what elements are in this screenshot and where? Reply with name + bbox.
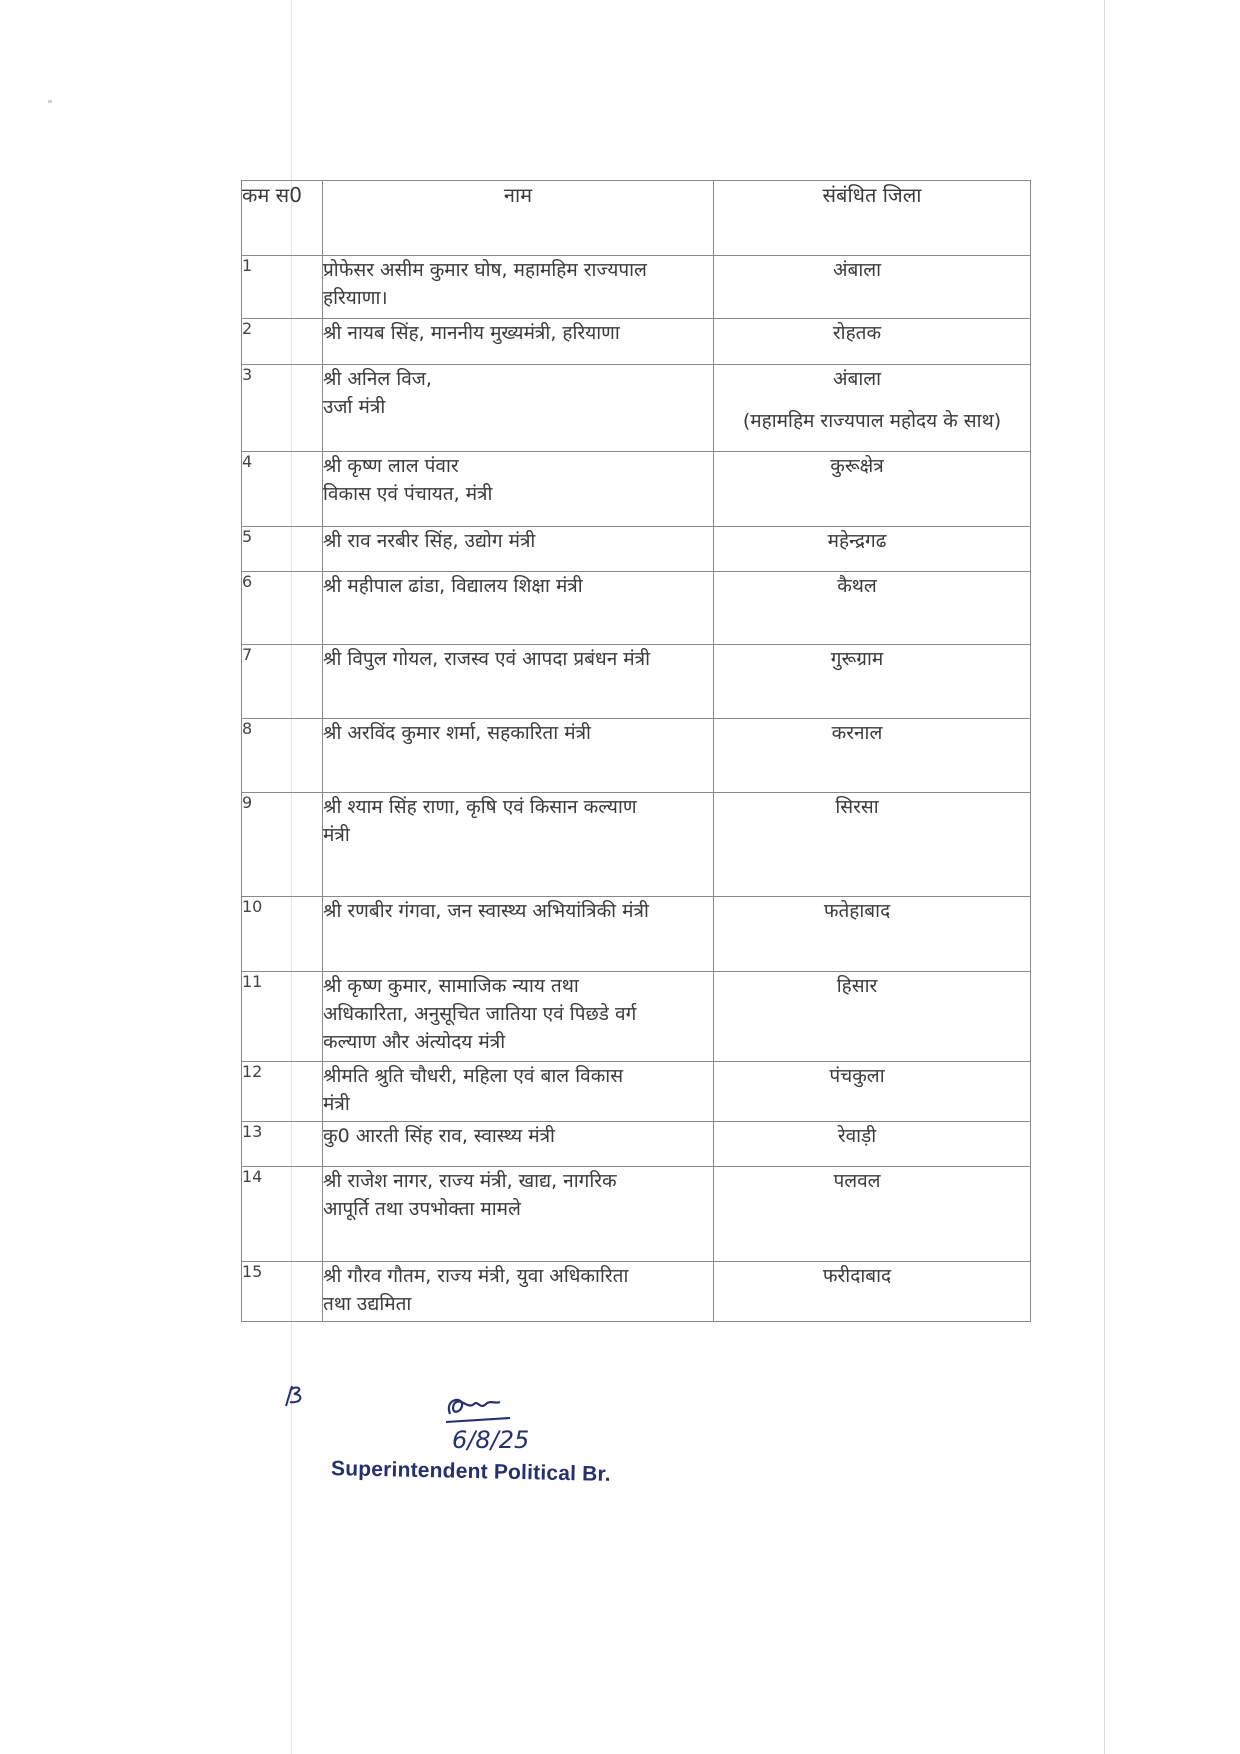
district-name: रेवाड़ी bbox=[837, 1125, 877, 1147]
name-cell bbox=[323, 972, 714, 1062]
district-note: (महामहिम राज्यपाल महोदय के साथ) bbox=[742, 410, 1002, 432]
name-line: मंत्री bbox=[323, 1093, 350, 1115]
name-cell bbox=[323, 527, 714, 572]
name-line: प्रोफेसर असीम कुमार घोष, महामहिम राज्यपाल bbox=[323, 259, 647, 281]
serial-number-cell: 6 bbox=[242, 572, 323, 645]
name-cell bbox=[323, 1122, 714, 1167]
district-name: कुरूक्षेत्र bbox=[830, 455, 884, 477]
district-name: कैथल bbox=[837, 575, 877, 597]
initial-mark bbox=[280, 1380, 310, 1410]
district-name: सिरसा bbox=[835, 796, 879, 818]
ministers-district-table bbox=[241, 180, 1031, 1322]
serial-number-cell: 9 bbox=[242, 793, 323, 897]
district-cell bbox=[714, 645, 1031, 719]
table-row bbox=[242, 572, 1031, 645]
name-line: श्री अनिल विज, bbox=[323, 368, 432, 390]
serial-number-cell: 15 bbox=[242, 1262, 323, 1322]
table-header-row bbox=[242, 181, 1031, 256]
serial-number-cell: 2 bbox=[242, 319, 323, 365]
serial-number-cell: 4 bbox=[242, 452, 323, 527]
header-name: नाम bbox=[323, 181, 714, 256]
district-cell bbox=[714, 972, 1031, 1062]
district-cell bbox=[714, 897, 1031, 972]
designation-stamp: Superintendent Political Br. bbox=[330, 1457, 612, 1486]
district-cell bbox=[714, 527, 1031, 572]
name-cell bbox=[323, 793, 714, 897]
district-cell bbox=[714, 1262, 1031, 1322]
district-cell bbox=[714, 1167, 1031, 1262]
name-line: श्री महीपाल ढांडा, विद्यालय शिक्षा मंत्री bbox=[323, 575, 583, 597]
name-line: अधिकारिता, अनुसूचित जातिया एवं पिछडे वर्ग bbox=[323, 1003, 637, 1025]
serial-number-cell: 3 bbox=[242, 365, 323, 452]
serial-number-cell: 13 bbox=[242, 1122, 323, 1167]
serial-number-cell: 12 bbox=[242, 1062, 323, 1122]
name-cell bbox=[323, 452, 714, 527]
name-line: श्री रणबीर गंगवा, जन स्वास्थ्य अभियांत्रिकी मंत्री bbox=[323, 900, 649, 922]
name-cell bbox=[323, 897, 714, 972]
district-cell bbox=[714, 365, 1031, 452]
district-name: गुरूग्राम bbox=[830, 648, 884, 670]
district-name: पंचकुला bbox=[829, 1065, 885, 1087]
name-line: श्री कृष्ण कुमार, सामाजिक न्याय तथा bbox=[323, 975, 579, 997]
table-row bbox=[242, 645, 1031, 719]
serial-number-cell: 8 bbox=[242, 719, 323, 793]
district-cell bbox=[714, 1122, 1031, 1167]
district-cell bbox=[714, 572, 1031, 645]
name-line: श्री श्याम सिंह राणा, कृषि एवं किसान कल्याण bbox=[323, 796, 637, 818]
district-cell bbox=[714, 793, 1031, 897]
table-row bbox=[242, 793, 1031, 897]
table-row bbox=[242, 1122, 1031, 1167]
district-name: करनाल bbox=[831, 722, 883, 744]
district-cell bbox=[714, 452, 1031, 527]
name-line: श्री नायब सिंह, माननीय मुख्यमंत्री, हरियाणा bbox=[323, 322, 620, 344]
district-name: महेन्द्रगढ bbox=[827, 530, 887, 552]
district-name: अंबाला bbox=[832, 259, 882, 281]
name-cell bbox=[323, 1262, 714, 1322]
name-line: तथा उद्यमिता bbox=[323, 1293, 412, 1315]
name-line: विकास एवं पंचायत, मंत्री bbox=[323, 483, 493, 505]
district-name: अंबाला bbox=[832, 368, 882, 390]
name-cell bbox=[323, 365, 714, 452]
name-line: श्री राजेश नागर, राज्य मंत्री, खाद्य, नागरिक bbox=[323, 1170, 617, 1192]
district-name: हिसार bbox=[836, 975, 878, 997]
serial-number-cell: 5 bbox=[242, 527, 323, 572]
scan-speck bbox=[48, 100, 52, 103]
district-cell bbox=[714, 319, 1031, 365]
district-name: पलवल bbox=[833, 1170, 881, 1192]
serial-number-cell: 11 bbox=[242, 972, 323, 1062]
name-cell bbox=[323, 572, 714, 645]
handwritten-signature bbox=[440, 1392, 560, 1462]
header-district: संबंधित जिला bbox=[714, 181, 1031, 256]
district-cell bbox=[714, 719, 1031, 793]
district-name: रोहतक bbox=[832, 322, 882, 344]
name-line: मंत्री bbox=[323, 824, 350, 846]
name-line: श्री कृष्ण लाल पंवार bbox=[323, 455, 459, 477]
district-name: फतेहाबाद bbox=[823, 900, 891, 922]
serial-number-cell: 7 bbox=[242, 645, 323, 719]
name-line: आपूर्ति तथा उपभोक्ता मामले bbox=[323, 1198, 521, 1220]
name-line: श्रीमति श्रुति चौधरी, महिला एवं बाल विकास bbox=[323, 1065, 624, 1087]
table-row bbox=[242, 365, 1031, 452]
name-cell bbox=[323, 1062, 714, 1122]
name-cell bbox=[323, 1167, 714, 1262]
table-row bbox=[242, 1167, 1031, 1262]
serial-number-cell: 1 bbox=[242, 256, 323, 319]
name-cell bbox=[323, 319, 714, 365]
table-row bbox=[242, 256, 1031, 319]
table-row bbox=[242, 527, 1031, 572]
table-row bbox=[242, 719, 1031, 793]
name-cell bbox=[323, 719, 714, 793]
table-row bbox=[242, 1262, 1031, 1322]
name-line: श्री गौरव गौतम, राज्य मंत्री, युवा अधिकारिता bbox=[323, 1265, 629, 1287]
signature-date: 6/8/25 bbox=[452, 1426, 530, 1454]
serial-number-cell: 10 bbox=[242, 897, 323, 972]
name-cell bbox=[323, 645, 714, 719]
name-line: कल्याण और अंत्योदय मंत्री bbox=[323, 1031, 506, 1053]
district-cell bbox=[714, 1062, 1031, 1122]
serial-number-cell: 14 bbox=[242, 1167, 323, 1262]
table-row bbox=[242, 319, 1031, 365]
table-row bbox=[242, 897, 1031, 972]
scan-edge-line bbox=[1104, 0, 1105, 1754]
name-line: हरियाणा। bbox=[323, 287, 388, 309]
district-name: फरीदाबाद bbox=[822, 1265, 892, 1287]
district-cell bbox=[714, 256, 1031, 319]
table-row bbox=[242, 1062, 1031, 1122]
name-cell bbox=[323, 256, 714, 319]
name-line: कु0 आरती सिंह राव, स्वास्थ्य मंत्री bbox=[323, 1125, 555, 1147]
name-line: श्री विपुल गोयल, राजस्व एवं आपदा प्रबंधन मंत्री bbox=[323, 648, 651, 670]
table-row bbox=[242, 452, 1031, 527]
table-row bbox=[242, 972, 1031, 1062]
header-serial-number: कम स0 bbox=[242, 181, 323, 256]
name-line: श्री अरविंद कुमार शर्मा, सहकारिता मंत्री bbox=[323, 722, 591, 744]
name-line: उर्जा मंत्री bbox=[323, 396, 386, 418]
name-line: श्री राव नरबीर सिंह, उद्योग मंत्री bbox=[323, 530, 536, 552]
